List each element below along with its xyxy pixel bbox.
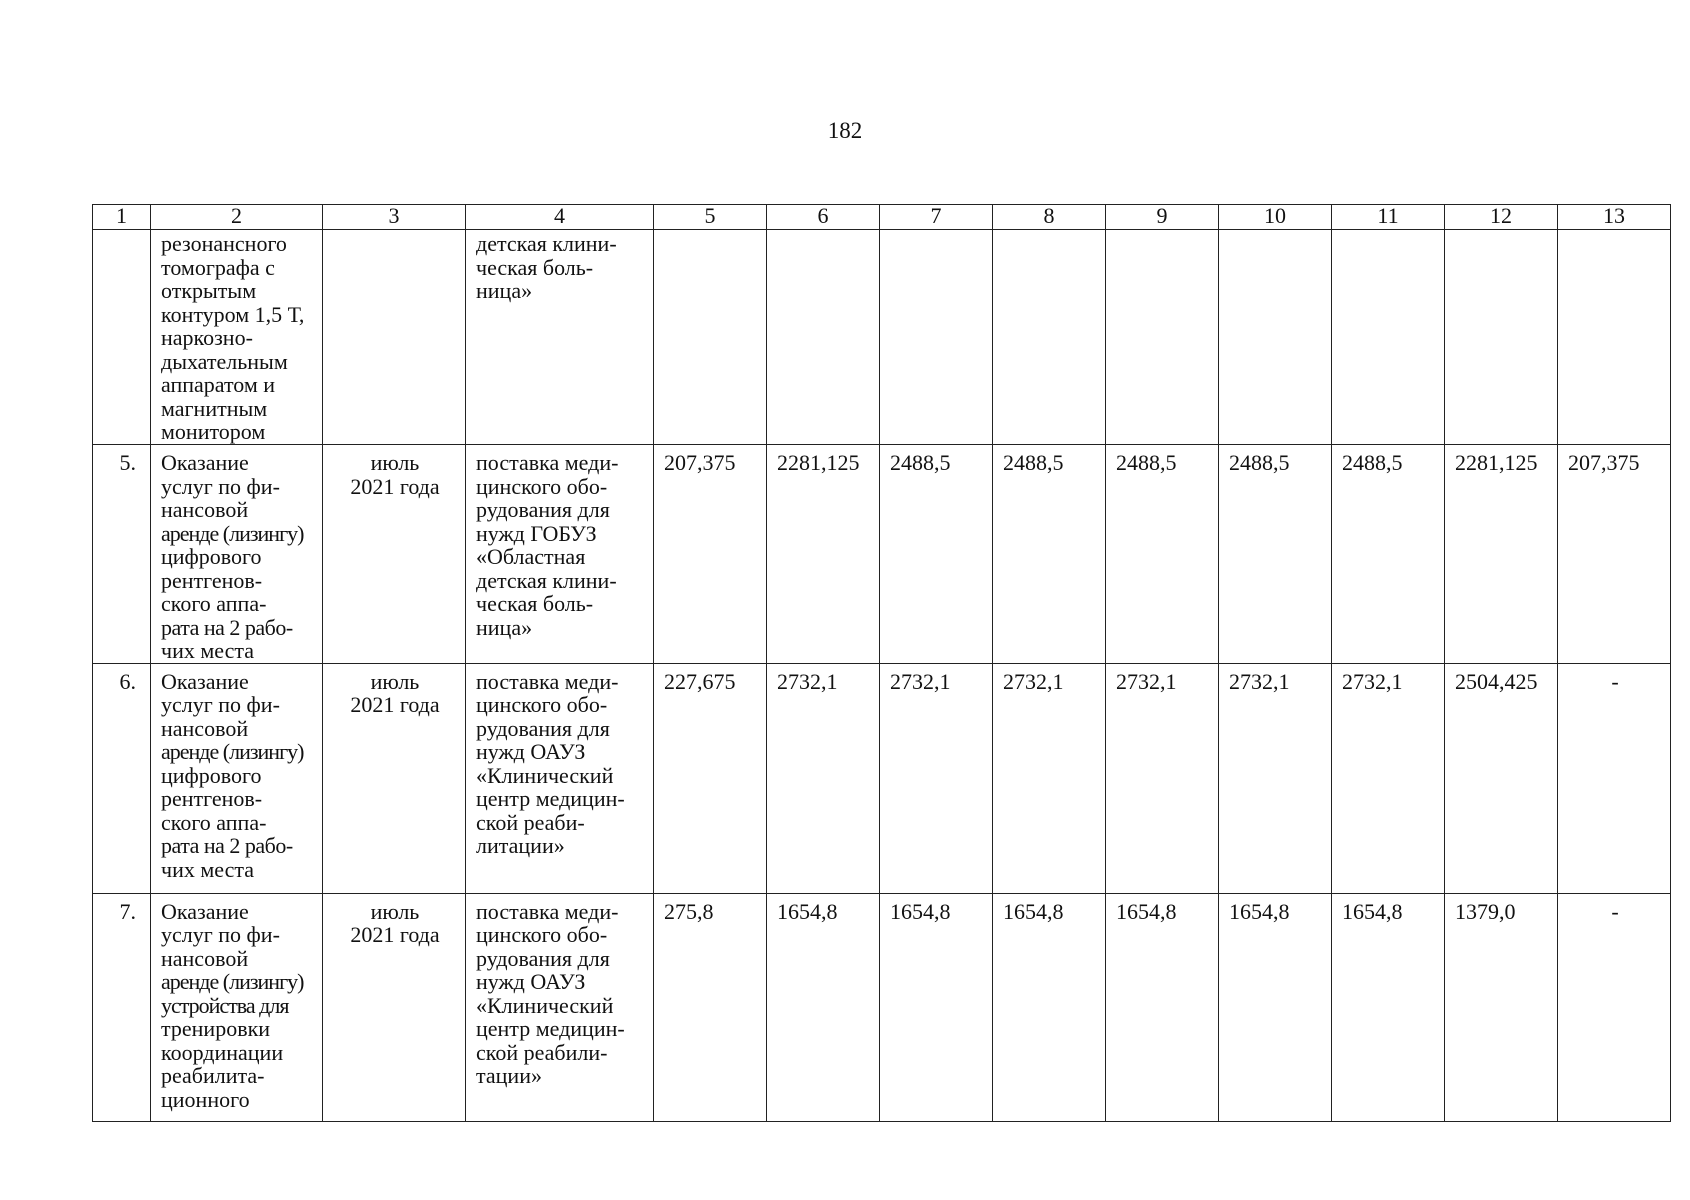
item-name-line: аренде (лизингу) [161, 969, 304, 994]
value-cell [1219, 445, 1332, 664]
value-text: 2488,5 [1116, 450, 1177, 475]
purpose-cell [466, 663, 654, 893]
purpose-line: «Клинический [476, 992, 614, 1018]
value-cell [993, 893, 1106, 1121]
row-number: 7. [119, 898, 136, 924]
date-line: 2021 года [350, 473, 440, 499]
row-number-cell [93, 663, 151, 893]
value-cell [1332, 893, 1445, 1121]
purpose-line: детская клини- [476, 567, 617, 593]
row-number: 5. [119, 450, 136, 475]
value-cell [993, 445, 1106, 664]
row-number-cell [93, 893, 151, 1121]
value-cell [1558, 445, 1671, 664]
value-cell [1445, 893, 1558, 1121]
value-text: 1654,8 [1229, 898, 1290, 924]
value-cell [1558, 663, 1671, 893]
item-name-line: Оказание [161, 898, 249, 924]
column-header: 11 [1332, 205, 1445, 230]
purpose-line: рудования для [476, 945, 610, 971]
value-cell [1219, 230, 1332, 445]
value-cell [767, 663, 880, 893]
value-text: 2488,5 [1003, 450, 1064, 475]
item-name-line: аренде (лизингу) [161, 739, 304, 764]
item-name-cell [151, 445, 323, 664]
value-cell [654, 230, 767, 445]
purpose-cell [466, 893, 654, 1121]
column-header: 6 [767, 205, 880, 230]
date-cell [323, 230, 466, 445]
date-line: июль [370, 668, 420, 694]
purpose-line: поставка меди- [476, 668, 619, 694]
purpose-line: литации» [476, 833, 565, 858]
item-name-cell [151, 230, 323, 445]
item-name-line: аппаратом и [161, 372, 276, 397]
value-cell [1445, 230, 1558, 445]
column-header: 3 [323, 205, 466, 230]
row-number-cell [93, 445, 151, 664]
row-number: 6. [119, 668, 136, 694]
value-text: 2732,1 [1003, 668, 1064, 694]
item-name-line: услуг по фи- [161, 473, 280, 499]
purpose-line: поставка меди- [476, 898, 619, 924]
value-text: 207,375 [1568, 450, 1640, 475]
purpose-line: ской реабили- [476, 1039, 608, 1065]
purpose-line: нужд ОАУЗ [476, 739, 586, 764]
value-text: 2732,1 [890, 668, 951, 694]
column-header: 10 [1219, 205, 1332, 230]
value-text: - [1611, 668, 1619, 694]
value-cell [993, 663, 1106, 893]
item-name-line: Оказание [161, 450, 249, 475]
value-cell [1445, 663, 1558, 893]
column-header: 5 [654, 205, 767, 230]
value-text: 1654,8 [890, 898, 951, 924]
item-name-line: Оказание [161, 668, 249, 694]
item-name-line: рентгенов- [161, 786, 263, 811]
purpose-line: ческая боль- [476, 591, 594, 616]
value-text: 2488,5 [1342, 450, 1403, 475]
purpose-line: поставка меди- [476, 450, 619, 475]
item-name-line: чих места [161, 856, 254, 882]
item-name-line: услуг по фи- [161, 922, 280, 947]
value-text: 1654,8 [1342, 898, 1403, 924]
purpose-cell [466, 445, 654, 664]
date-cell [323, 663, 466, 893]
value-text: 2504,425 [1455, 668, 1538, 694]
value-cell [1558, 230, 1671, 445]
purpose-line: цинского обо- [476, 922, 608, 947]
item-name-line: цифрового [161, 544, 262, 569]
item-name-line: чих места [161, 638, 254, 663]
item-name-line: ского аппа- [161, 809, 267, 835]
item-name-line: рентгенов- [161, 567, 263, 593]
value-text: 1654,8 [1116, 898, 1177, 924]
purpose-line: нужд ГОБУЗ [476, 520, 597, 546]
date-cell [323, 445, 466, 664]
column-header: 12 [1445, 205, 1558, 230]
value-text: 227,675 [664, 668, 736, 694]
item-name-line: нансовой [161, 715, 249, 741]
row-number-cell [93, 230, 151, 445]
item-name-line: ционного [161, 1086, 250, 1112]
value-text: 2732,1 [1342, 668, 1403, 694]
purpose-line: цинского обо- [476, 473, 608, 499]
value-text: 1654,8 [777, 898, 838, 924]
purpose-cell [466, 230, 654, 445]
budget-table [92, 204, 1671, 1122]
value-cell [767, 230, 880, 445]
purpose-line: цинского обо- [476, 692, 608, 717]
item-name-line: координации [161, 1039, 284, 1065]
purpose-line: ской реаби- [476, 809, 585, 835]
value-text: 275,8 [664, 898, 714, 924]
item-name-line: рата на 2 рабо- [161, 614, 293, 640]
value-text: 2281,125 [1455, 450, 1538, 475]
table-row [93, 445, 1671, 664]
column-header: 1 [93, 205, 151, 230]
date-line: июль [370, 450, 420, 475]
date-line: 2021 года [350, 922, 440, 947]
date-line: июль [370, 898, 420, 924]
value-cell [1332, 663, 1445, 893]
item-name-line: нансовой [161, 497, 249, 522]
item-name-line: контуром 1,5 Т, [161, 301, 305, 327]
purpose-line: детская клини- [476, 231, 617, 256]
column-header: 7 [880, 205, 993, 230]
purpose-line: рудования для [476, 715, 610, 741]
purpose-line: «Клинический [476, 762, 614, 788]
item-name-line: открытым [161, 278, 257, 303]
item-name-line: магнитным [161, 395, 268, 421]
date-line: 2021 года [350, 692, 440, 717]
item-name-line: цифрового [161, 762, 262, 788]
item-name-cell [151, 893, 323, 1121]
value-cell [1219, 663, 1332, 893]
value-cell [767, 893, 880, 1121]
value-text: 1379,0 [1455, 898, 1516, 924]
value-cell [1219, 893, 1332, 1121]
purpose-line: нужд ОАУЗ [476, 969, 586, 994]
column-header: 8 [993, 205, 1106, 230]
item-name-line: реабилита- [161, 1063, 265, 1088]
purpose-line: рудования для [476, 497, 610, 522]
table-header-row [93, 205, 1671, 230]
value-cell [1106, 893, 1219, 1121]
item-name-cell [151, 663, 323, 893]
item-name-line: монитором [161, 419, 266, 444]
value-cell [654, 893, 767, 1121]
column-header: 13 [1558, 205, 1671, 230]
table-row [93, 893, 1671, 1121]
value-text: 2488,5 [1229, 450, 1290, 475]
date-cell [323, 893, 466, 1121]
purpose-line: ница» [476, 614, 533, 640]
column-header: 2 [151, 205, 323, 230]
table-row-continuation [93, 230, 1671, 445]
value-cell [1106, 445, 1219, 664]
value-cell [880, 663, 993, 893]
purpose-line: центр медицин- [476, 1016, 625, 1041]
item-name-line: наркозно- [161, 325, 253, 350]
item-name-line: аренде (лизингу) [161, 520, 304, 546]
value-text: 2732,1 [777, 668, 838, 694]
value-cell [1558, 893, 1671, 1121]
column-header: 4 [466, 205, 654, 230]
item-name-line: тренировки [161, 1016, 271, 1041]
item-name-line: ского аппа- [161, 591, 267, 616]
item-name-line: устройства для [161, 992, 289, 1018]
value-text: 2732,1 [1229, 668, 1290, 694]
item-name-line: рата на 2 рабо- [161, 833, 293, 858]
item-name-line: услуг по фи- [161, 692, 280, 717]
value-cell [1106, 663, 1219, 893]
purpose-line: «Областная [476, 544, 586, 569]
purpose-line: ница» [476, 278, 533, 303]
value-cell [880, 230, 993, 445]
value-text: 2732,1 [1116, 668, 1177, 694]
purpose-line: тации» [476, 1063, 542, 1088]
value-cell [880, 445, 993, 664]
value-text: 1654,8 [1003, 898, 1064, 924]
item-name-line: томографа с [161, 254, 275, 280]
item-name-line: резонансного [161, 231, 287, 256]
value-cell [654, 445, 767, 664]
value-text: 2281,125 [777, 450, 860, 475]
value-cell [654, 663, 767, 893]
page-number: 182 [827, 118, 863, 143]
table-row [93, 663, 1671, 893]
value-text: - [1611, 898, 1619, 924]
value-cell [1445, 445, 1558, 664]
value-cell [1106, 230, 1219, 445]
value-cell [767, 445, 880, 664]
value-cell [1332, 445, 1445, 664]
value-cell [1332, 230, 1445, 445]
value-text: 207,375 [664, 450, 736, 475]
value-text: 2488,5 [890, 450, 951, 475]
item-name-line: дыхательным [161, 348, 288, 374]
value-cell [993, 230, 1106, 445]
purpose-line: ческая боль- [476, 254, 594, 280]
item-name-line: нансовой [161, 945, 249, 971]
value-cell [880, 893, 993, 1121]
column-header: 9 [1106, 205, 1219, 230]
purpose-line: центр медицин- [476, 786, 625, 811]
